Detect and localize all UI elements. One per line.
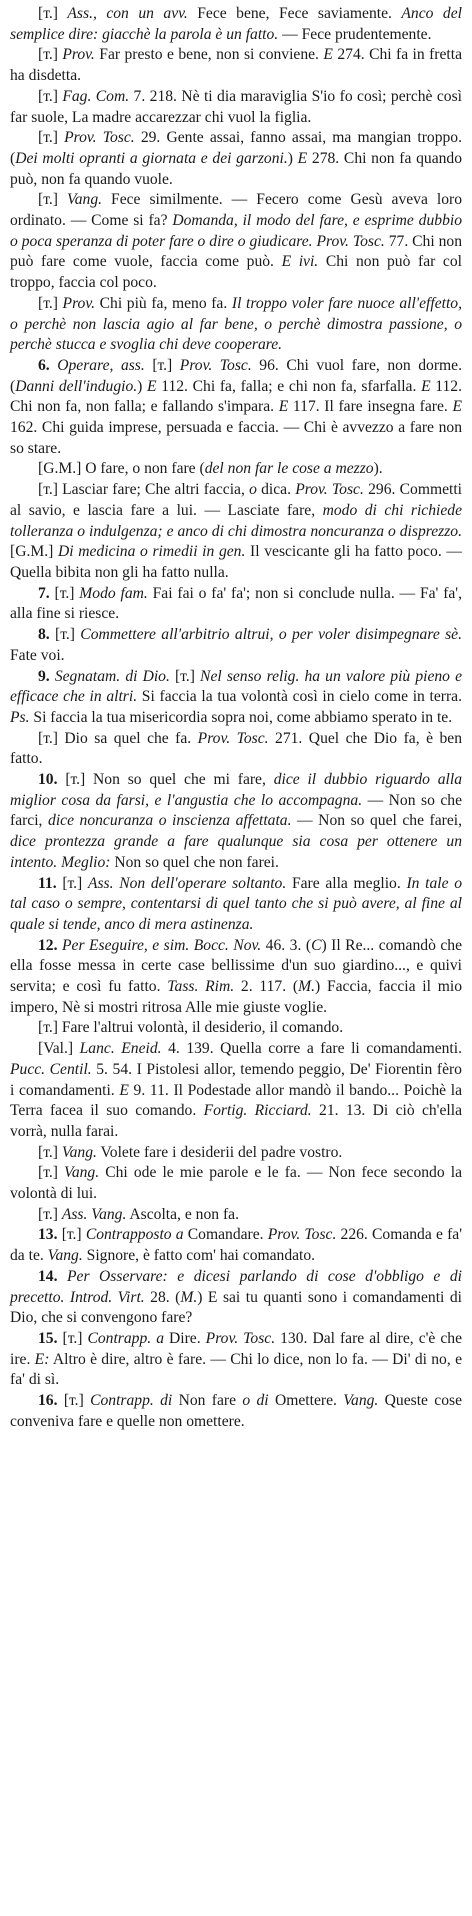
body-text: 271. Quel che Dio fa, è ben fatto. <box>10 729 462 768</box>
body-text: Fate voi. <box>10 646 65 664</box>
entry-paragraph <box>10 625 462 666</box>
body-text: [т.] <box>38 5 68 22</box>
sense-number: 10. <box>38 771 66 789</box>
entry-paragraph <box>10 1391 462 1432</box>
italic-text: Vang. <box>343 1392 379 1410</box>
body-text: Si faccia la tua volontà così in cielo come in terra. <box>137 688 462 706</box>
sense-number: 12. <box>38 936 62 954</box>
body-text: 274. Chi fa in fretta ha disdetta. <box>10 46 463 85</box>
entry-paragraph <box>10 1329 462 1391</box>
italic-text: Nel senso relig. ha un valore più pieno e efficace che in altri. <box>10 667 462 706</box>
italic-text: Prov. Tosc. <box>295 481 364 499</box>
body-text: [т.] <box>38 129 65 147</box>
body-text: 21. 13. Di ciò ch'ella vorrà, nulla farai. <box>10 1102 463 1140</box>
italic-text: E: <box>34 1350 50 1368</box>
body-text: Volete fare i desiderii del padre vostro. <box>96 1143 343 1161</box>
italic-text: Lanc. Eneid. <box>79 1040 162 1058</box>
italic-text: dice noncuranza o inscienza affettata. <box>48 812 292 830</box>
body-text: [т.] <box>62 1330 88 1347</box>
italic-text: modo di chi richiede tolleranza o indulgenza; e anco di chi dimostra noncuranza o disprezzo. <box>10 501 462 540</box>
entry-paragraph <box>10 584 462 625</box>
sense-number: 16. <box>38 1392 64 1410</box>
sense-number: 11. <box>38 874 63 892</box>
entry-paragraph <box>10 1018 462 1039</box>
body-text: Ascolta, e non fa. <box>126 1205 239 1223</box>
body-text: Dire. <box>164 1330 206 1347</box>
body-text: [т.] <box>38 191 67 209</box>
entry-paragraph <box>10 1225 462 1266</box>
entry-paragraph <box>10 4 462 45</box>
italic-text: Fag. Com. <box>62 87 130 105</box>
italic-text: dice il dubbio riguardo alla miglior cosa da farsi, e l'angustia che lo accompagna. <box>10 771 463 809</box>
italic-text: dice prontezza grande a fare qualunque sia cosa per ottenere un intento. Meglio: <box>10 833 462 871</box>
italic-text: Prov. <box>62 294 96 312</box>
italic-text: E <box>452 398 462 416</box>
entry-paragraph <box>10 190 462 294</box>
entry-paragraph <box>10 936 462 1019</box>
entry-paragraph <box>10 294 462 356</box>
sense-number: 8. <box>38 626 56 644</box>
entry-paragraph <box>10 770 462 874</box>
italic-text: o di <box>242 1392 269 1410</box>
entry-paragraph <box>10 87 462 128</box>
body-text: Comandare. <box>183 1226 268 1244</box>
body-text: ) <box>137 377 148 395</box>
body-text: Queste cose conveniva fare e quelle non omettere. <box>10 1392 463 1430</box>
body-text: Fece similmente. — Fecero come Gesù aveva loro ordinato. — Come si fa? <box>10 191 462 230</box>
body-text: Chi non può far col troppo, faccia col poco. <box>10 253 462 292</box>
italic-text: Prov. Tosc. <box>64 129 135 147</box>
body-text: [т.] Fare l'altrui volontà, il desiderio, il comando. <box>38 1019 344 1037</box>
italic-text: Il troppo voler fare nuoce all'effetto, o perchè non lascia agio al far bene, o perchè dimostra passione, o perchè stucca e svoglia chi deve cooperare. <box>10 294 462 354</box>
italic-text: E <box>278 398 289 416</box>
sense-number: 7. <box>38 584 55 602</box>
italic-text: Operare, ass. <box>57 356 145 374</box>
body-text: [т.] <box>55 626 81 644</box>
body-text: 28. ( <box>144 1288 181 1306</box>
italic-text: Vang. <box>66 191 103 209</box>
entry-paragraph <box>10 459 462 480</box>
italic-text: Ass. Vang. <box>61 1205 127 1223</box>
body-text: ). <box>373 460 383 478</box>
italic-text: Dei molti opranti a giornata e dei garzoni. <box>15 149 288 167</box>
entry-paragraph <box>10 1143 462 1164</box>
italic-text: Prov. Tosc. <box>267 1226 337 1244</box>
sense-number: 13. <box>38 1226 62 1244</box>
body-text: [т.] Non so quel che mi fare, <box>65 771 274 789</box>
body-text: Il vescicante gli ha fatto poco. — Quella bibita non gli ha fatto nulla. <box>10 543 462 581</box>
body-text: [т.] <box>63 1392 91 1410</box>
body-text: ) Il Re... comandò che ella fosse messa in certe case bellissime d'un suo giardino..., e quivi servita; e così fu fatto. <box>10 936 463 996</box>
body-text: Fai fai o fa' fa'; non si conclude nulla. — Fa' fa', alla fine si riesce. <box>10 584 463 623</box>
italic-text: In tale o tal caso o sempre, contentarsi di quel tanto che si può avere, al fine al quale si tende, anco di mera astinenza. <box>10 874 462 933</box>
body-text: [т.] <box>38 1164 65 1182</box>
italic-text: del non far le cose a mezzo <box>204 460 374 478</box>
italic-text: Di medicina o rimedii in gen. <box>57 543 246 561</box>
sense-number: 9. <box>38 667 55 685</box>
italic-text: Domanda, il modo del fare, e esprime dubbio o poca speranza di poter fare o dire o giudicare. Prov. Tosc. <box>10 212 462 250</box>
entry-paragraph <box>10 128 462 190</box>
italic-text: E <box>323 46 333 64</box>
italic-text: E <box>297 149 308 167</box>
italic-text: M. <box>180 1288 198 1306</box>
italic-text: E <box>147 377 157 395</box>
italic-text: Prov. Tosc. <box>179 356 252 374</box>
body-text: 9. 11. Il Podestade allor mandò il bando... Poichè la Terra facea il suo comando. <box>10 1081 462 1120</box>
italic-text: Tass. Rim. <box>167 978 235 996</box>
italic-text: Fortig. Ricciard. <box>203 1102 312 1120</box>
entry-paragraph <box>10 45 462 86</box>
italic-text: Prov. Tosc. <box>197 729 269 747</box>
italic-text: Contrapp. a <box>87 1330 164 1347</box>
body-text: Fare alla meglio. <box>286 874 407 892</box>
italic-text: Vang. <box>61 1143 97 1161</box>
italic-text: C <box>311 936 322 954</box>
body-text: 77. Chi non può fare come vuole, faccia come può. <box>10 232 463 271</box>
italic-text: Prov. <box>62 46 95 64</box>
body-text: 117. Il fare insegna fare. <box>288 398 453 416</box>
sense-number: 15. <box>38 1330 63 1347</box>
body-text: Chi ode le mie parole e le fa. — Non fece secondo la volontà di lui. <box>10 1164 462 1203</box>
italic-text: Pucc. Centil. <box>10 1060 92 1078</box>
italic-text: Prov. Tosc. <box>205 1330 276 1347</box>
body-text: 2. 117. ( <box>234 978 299 996</box>
italic-text: o <box>249 481 257 499</box>
body-text: 96. Chi vuol fare, non dorme. ( <box>10 356 462 395</box>
body-text: dica. <box>256 481 296 499</box>
italic-text: Modo fam. <box>79 584 148 602</box>
italic-text: Per Eseguire, e sim. Bocc. Nov. <box>62 936 262 954</box>
dictionary-column <box>10 4 462 1433</box>
italic-text: E ivi. <box>281 253 319 271</box>
italic-text: Vang. <box>64 1164 100 1182</box>
body-text: ) <box>287 149 298 167</box>
body-text: Omettere. <box>268 1392 344 1410</box>
body-text: [т.] <box>62 874 88 892</box>
body-text: 278. Chi non fa quando può, non fa quando vuole. <box>10 149 463 188</box>
entry-paragraph <box>10 874 462 936</box>
body-text: 130. Dal fare al dire, c'è che ire. <box>10 1330 463 1368</box>
body-text: — Non so che farci, <box>10 791 462 830</box>
body-text: Fece bene, Fece saviamente. <box>187 5 402 22</box>
body-text: 7. 218. Nè ti dia maraviglia S'io fo così; perchè così far suole, La madre accarezzar chi vuol la figlia. <box>10 87 462 126</box>
body-text: 112. Chi fa, falla; e chi non fa, sfarfalla. <box>156 377 422 395</box>
body-text: Non fare <box>172 1392 243 1410</box>
body-text: [т.] <box>38 294 63 312</box>
body-text: Altro è dire, altro è fare. — Chi lo dice, non lo fa. — Di' di no, e fa' di sì. <box>10 1350 462 1389</box>
italic-text: E <box>421 377 431 395</box>
body-text: [т.] <box>144 356 180 374</box>
sense-number: 14. <box>38 1267 68 1285</box>
body-text: 162. Chi guida imprese, persuada e faccia. — Chi è avvezzo a fare non so stare. <box>10 419 462 457</box>
italic-text: Contrapp. di <box>90 1392 173 1410</box>
italic-text: Anco del semplice dire: giacchè la parola è un fatto. <box>10 5 462 43</box>
body-text: [т.] <box>169 667 201 685</box>
italic-text: Danni dell'indugio. <box>15 377 138 395</box>
italic-text: Contrapposto a <box>85 1226 184 1244</box>
sense-number: 6. <box>38 356 58 374</box>
italic-text: Ps. <box>10 708 30 726</box>
body-text: [Val.] <box>38 1040 80 1058</box>
body-text: [т.] <box>38 87 63 105</box>
body-text: ) Faccia, faccia il mio impero, Nè si mostri ritrosa Alle mie giuste voglie. <box>10 978 462 1016</box>
body-text: [т.] <box>38 46 63 64</box>
italic-text: Per Osservare: e dicesi parlando di cose d'obbligo e di precetto. Introd. Virt. <box>10 1267 462 1306</box>
body-text: 112. Chi non fa, non falla; e fallando s'impara. <box>10 377 463 416</box>
body-text: Si faccia la tua misericordia sopra noi, come abbiamo sperato in te. <box>29 708 453 726</box>
entry-paragraph <box>10 1205 462 1226</box>
body-text: [т.] <box>38 1143 62 1161</box>
body-text: Signore, è fatto com' hai comandato. <box>82 1247 316 1265</box>
entry-paragraph <box>10 1267 462 1329</box>
italic-text: M. <box>298 978 315 996</box>
body-text: [G.M.] O fare, o non fare ( <box>38 460 205 478</box>
body-text: [G.M.] <box>10 543 58 561</box>
body-text: 4. 139. Quella corre a fare li comandamenti. <box>161 1040 462 1058</box>
italic-text: Ass. Non dell'operare soltanto. <box>87 874 287 892</box>
entry-paragraph <box>10 480 462 584</box>
entry-paragraph <box>10 1039 462 1143</box>
body-text: Non so quel che non farei. <box>110 853 279 871</box>
body-text: [т.] <box>61 1226 86 1244</box>
body-text: [т.] Dio sa quel che fa. <box>38 729 198 747</box>
body-text: Chi più fa, meno fa. <box>95 294 232 312</box>
italic-text: Commettere all'arbitrio altrui, o per voler disimpegnare sè. <box>80 626 462 644</box>
italic-text: Ass., con un avv. <box>67 5 188 22</box>
entry-paragraph <box>10 356 462 460</box>
entry-paragraph <box>10 667 462 729</box>
italic-text: E <box>119 1081 129 1099</box>
entry-paragraph <box>10 1163 462 1204</box>
italic-text: Segnatam. di Dio. <box>54 667 170 685</box>
body-text: — Non so quel che farei, <box>291 812 463 830</box>
body-text: 226. Comanda e fa' da te. <box>10 1226 462 1265</box>
body-text: [т.] Lasciar fare; Che altri faccia, <box>38 481 250 499</box>
body-text: 46. 3. ( <box>261 936 312 954</box>
body-text: 5. 54. I Pistolesi allor, temendo peggio, De' Fiorentin fèro i comandamenti. <box>10 1060 462 1099</box>
body-text: — Fece prudentemente. <box>278 25 432 43</box>
body-text: Far presto e bene, non si conviene. <box>94 46 324 64</box>
body-text: 29. Gente assai, fanno assai, ma mangian troppo. ( <box>10 129 462 167</box>
body-text: ) E sai tu quanti sono i comandamenti di Dio, che si convengono fare? <box>10 1288 462 1327</box>
body-text: 296. Commetti al savio, e lascia fare a lui. — Lasciate fare, <box>10 481 462 519</box>
italic-text: Vang. <box>47 1247 83 1265</box>
body-text: [т.] <box>38 1205 62 1223</box>
body-text: [т.] <box>54 584 80 602</box>
entry-paragraph <box>10 729 462 770</box>
